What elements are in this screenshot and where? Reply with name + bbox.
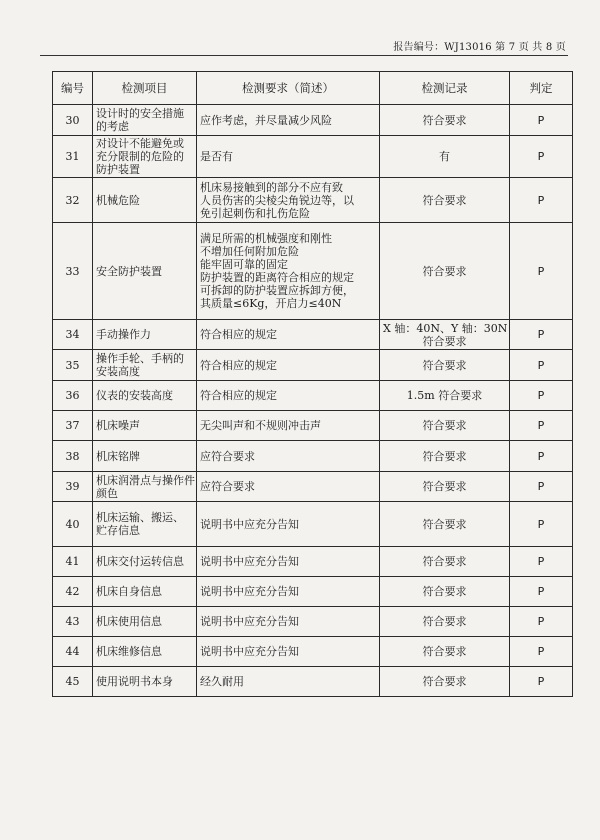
cell-line: 符合要求 [422, 517, 467, 531]
cell-line: 对设计不能避免或 [96, 137, 184, 150]
cell-line: 机床易接触到的部分不应有致 [200, 180, 343, 194]
cell-line: 机床交付运转信息 [96, 555, 184, 568]
table-row [53, 547, 573, 577]
cell-result: P [510, 502, 573, 547]
cell-line: 有 [439, 150, 450, 163]
table-row [53, 223, 573, 320]
cell-result: P [510, 637, 573, 667]
cell-line: 符合要求 [422, 358, 467, 372]
cell-no: 39 [53, 472, 93, 502]
cell-line: 满足所需的机械强度和刚性 [200, 232, 332, 245]
cell-line: 可拆卸的防护装置应拆卸方便， [200, 284, 354, 297]
cell-requirement [197, 472, 380, 502]
inspection-table [52, 71, 573, 697]
cell-record [380, 667, 510, 697]
cell-result: P [510, 547, 573, 577]
cell-result: P [510, 411, 573, 441]
cell-result: P [510, 223, 573, 320]
cell-line: 1.5m 符合要求 [406, 389, 483, 402]
cell-record [380, 350, 510, 381]
cell-item [93, 547, 197, 577]
cell-no: 36 [53, 381, 93, 411]
cell-record [380, 178, 510, 223]
cell-line: 人员伤害的尖棱尖角锐边等，以 [200, 193, 354, 207]
cell-record [380, 607, 510, 637]
cell-line: 符合要求 [422, 264, 467, 278]
cell-item [93, 441, 197, 472]
cell-line: 符合要求 [422, 615, 467, 628]
cell-line: 充分限制的危险的 [96, 150, 184, 163]
table-row [53, 105, 573, 136]
cell-requirement [197, 381, 380, 411]
cell-item [93, 411, 197, 441]
cell-record [380, 223, 510, 320]
cell-line: 符合要求 [422, 113, 467, 127]
cell-result: P [510, 607, 573, 637]
cell-line: 机械危险 [96, 193, 140, 207]
cell-record [380, 441, 510, 472]
header-result: 判定 [510, 72, 573, 105]
cell-requirement [197, 502, 380, 547]
cell-line: 防护装置 [96, 163, 140, 176]
cell-line: 机床润滑点与操作件 [96, 473, 195, 487]
cell-record [380, 411, 510, 441]
table-row [53, 411, 573, 441]
cell-no: 44 [53, 637, 93, 667]
header-record: 检测记录 [380, 72, 510, 105]
cell-item [93, 350, 197, 381]
cell-line: 仪表的安装高度 [96, 389, 173, 402]
table-row [53, 472, 573, 502]
cell-no: 40 [53, 502, 93, 547]
cell-line: 使用说明书本身 [96, 675, 173, 688]
cell-line: 说明书中应充分告知 [200, 615, 299, 628]
cell-no: 38 [53, 441, 93, 472]
cell-line: 符合要求 [422, 480, 467, 493]
table-row [53, 178, 573, 223]
table-row [53, 667, 573, 697]
cell-line: 无尖叫声和不规则冲击声 [200, 419, 321, 432]
cell-no: 37 [53, 411, 93, 441]
cell-requirement [197, 320, 380, 350]
cell-line: X 轴：40N、Y 轴：30N [383, 321, 508, 335]
table-row [53, 441, 573, 472]
cell-line: 符合要求 [422, 334, 467, 348]
cell-requirement [197, 667, 380, 697]
cell-result: P [510, 136, 573, 178]
cell-line: 手动操作力 [96, 328, 151, 341]
cell-line: 是否有 [200, 150, 233, 163]
cell-no: 45 [53, 667, 93, 697]
cell-no: 42 [53, 577, 93, 607]
header-no: 编号 [53, 72, 93, 105]
header-rule [40, 55, 568, 56]
table-header-row [53, 72, 573, 105]
cell-line: 免引起刺伤和扎伤危险 [200, 206, 310, 220]
cell-line: 符合要求 [422, 645, 467, 658]
cell-result: P [510, 472, 573, 502]
cell-requirement [197, 411, 380, 441]
table-body [53, 105, 573, 697]
table-row [53, 577, 573, 607]
cell-line: 机床自身信息 [96, 585, 162, 598]
cell-item [93, 178, 197, 223]
header-requirement: 检测要求（简述） [197, 72, 380, 105]
cell-line: 不增加任何附加危险 [200, 245, 299, 258]
cell-line: 符合相应的规定 [200, 328, 277, 341]
cell-no: 43 [53, 607, 93, 637]
cell-line: 说明书中应充分告知 [200, 517, 299, 531]
cell-record [380, 136, 510, 178]
cell-requirement [197, 577, 380, 607]
cell-line: 符合要求 [422, 449, 467, 463]
cell-line: 机床运输、搬运、 [96, 511, 184, 524]
cell-item [93, 577, 197, 607]
cell-line: 应符合要求 [200, 480, 255, 493]
cell-line: 经久耐用 [200, 675, 244, 688]
cell-line: 说明书中应充分告知 [200, 555, 299, 568]
cell-line: 机床噪声 [96, 419, 140, 432]
cell-no: 41 [53, 547, 93, 577]
cell-line: 说明书中应充分告知 [200, 645, 299, 658]
cell-line: 符合相应的规定 [200, 389, 277, 402]
cell-line: 能牢固可靠的固定 [200, 258, 288, 271]
cell-line: 机床铭牌 [96, 449, 140, 463]
cell-line: 机床使用信息 [96, 615, 162, 628]
cell-result: P [510, 105, 573, 136]
cell-line: 安全防护装置 [96, 264, 162, 278]
cell-requirement [197, 547, 380, 577]
cell-requirement [197, 350, 380, 381]
report-number: 报告编号：WJ13016 第 7 页 共 8 页 [393, 42, 566, 53]
cell-line: 其质量≤6Kg，开启力≤40N [200, 297, 342, 310]
cell-item [93, 667, 197, 697]
cell-line: 符合要求 [422, 555, 467, 568]
cell-result: P [510, 178, 573, 223]
cell-line: 应作考虑，并尽量减少风险 [200, 113, 332, 127]
cell-line: 符合要求 [422, 585, 467, 598]
cell-item [93, 607, 197, 637]
cell-line: 安装高度 [96, 365, 140, 378]
cell-item [93, 381, 197, 411]
table-row [53, 320, 573, 350]
cell-result: P [510, 441, 573, 472]
cell-line: 操作手轮、手柄的 [96, 352, 184, 365]
cell-result: P [510, 350, 573, 381]
cell-record [380, 320, 510, 350]
cell-no: 34 [53, 320, 93, 350]
cell-result: P [510, 381, 573, 411]
cell-line: 应符合要求 [200, 449, 255, 463]
cell-no: 32 [53, 178, 93, 223]
cell-line: 的考虑 [96, 120, 129, 133]
cell-line: 说明书中应充分告知 [200, 585, 299, 598]
cell-no: 30 [53, 105, 93, 136]
cell-line: 符合相应的规定 [200, 358, 277, 372]
cell-record [380, 547, 510, 577]
table-row [53, 502, 573, 547]
cell-record [380, 472, 510, 502]
cell-line: 设计时的安全措施 [96, 107, 184, 120]
cell-item [93, 472, 197, 502]
cell-item [93, 223, 197, 320]
cell-requirement [197, 136, 380, 178]
cell-result: P [510, 667, 573, 697]
cell-item [93, 320, 197, 350]
header-item: 检测项目 [93, 72, 197, 105]
cell-record [380, 502, 510, 547]
cell-requirement [197, 178, 380, 223]
table-row [53, 350, 573, 381]
cell-requirement [197, 607, 380, 637]
cell-no: 35 [53, 350, 93, 381]
cell-item [93, 502, 197, 547]
cell-result: P [510, 577, 573, 607]
cell-line: 防护装置的距离符合相应的规定 [200, 271, 354, 284]
table-row [53, 136, 573, 178]
cell-record [380, 381, 510, 411]
table-row [53, 637, 573, 667]
cell-line: 符合要求 [422, 675, 467, 688]
cell-result: P [510, 320, 573, 350]
cell-item [93, 136, 197, 178]
cell-line: 机床维修信息 [96, 645, 162, 658]
cell-line: 符合要求 [422, 193, 467, 207]
cell-no: 33 [53, 223, 93, 320]
cell-line: 颜色 [96, 486, 118, 500]
table-row [53, 381, 573, 411]
cell-requirement [197, 637, 380, 667]
cell-record [380, 105, 510, 136]
cell-no: 31 [53, 136, 93, 178]
cell-requirement [197, 223, 380, 320]
cell-record [380, 637, 510, 667]
cell-item [93, 637, 197, 667]
table-row [53, 607, 573, 637]
cell-line: 符合要求 [422, 419, 467, 432]
cell-item [93, 105, 197, 136]
cell-requirement [197, 441, 380, 472]
cell-line: 贮存信息 [96, 524, 140, 537]
cell-record [380, 577, 510, 607]
cell-requirement [197, 105, 380, 136]
